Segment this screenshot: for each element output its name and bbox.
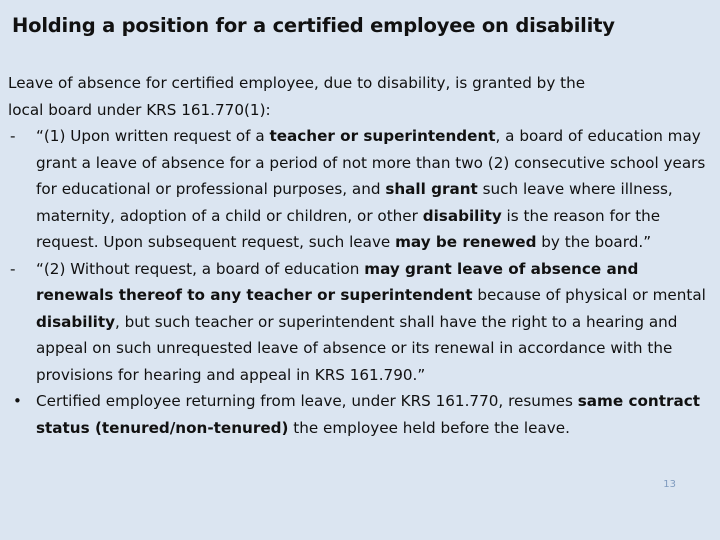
list-item-1: [8, 123, 720, 256]
text-segment: “(1) Upon written request of a: [36, 127, 270, 145]
text-segment: because of physical or mental: [472, 286, 706, 304]
list-item-text: [36, 392, 700, 437]
bold-text: teacher or superintendent: [269, 127, 496, 145]
list-item-2: [8, 256, 720, 389]
bold-text: may grant leave of absence and renewals thereof to any teacher or superintendent: [36, 259, 639, 304]
slide-body: [8, 70, 720, 441]
bold-text: disability: [422, 206, 502, 225]
text-segment: is the reason for the request. Upon subsequent request, such leave: [36, 206, 661, 251]
intro-line-2: local board under KRS 161.770(1):: [8, 100, 271, 119]
bold-text: disability: [36, 312, 116, 331]
list-item-text: [36, 260, 706, 384]
dash-marker: -: [10, 127, 16, 145]
text-segment: by the board.”: [536, 233, 652, 251]
list-item-3: [8, 388, 720, 441]
dash-marker: -: [10, 259, 16, 278]
bullet-marker: •: [13, 392, 22, 410]
text-segment: “(2) Without request, a board of education: [36, 259, 365, 278]
bold-text: shall grant: [385, 180, 478, 198]
text-segment: , but such teacher or superintendent shall have the right to a hearing and appeal on such unrequested leave of absence or its renewal in accordance with the provisions for hearing and appeal in KRS 161.790.”: [36, 312, 678, 384]
text-segment: such leave where illness, maternity, adoption of a child or children, or other: [36, 180, 673, 225]
text-segment: , a board of education may grant a leave of absence for a period of not more than two (2) consecutive school years for educational or professional purposes, and: [36, 127, 706, 198]
bold-text: may be renewed: [395, 233, 537, 251]
bold-text: same contract status (tenured/non-tenured): [36, 392, 700, 437]
list-item-text: [36, 127, 705, 251]
slide-title: Holding a position for a certified employee on disability: [12, 14, 615, 37]
page-number: 13: [663, 479, 676, 490]
intro-line-1: Leave of absence for certified employee, due to disability, is granted by the: [8, 74, 586, 92]
text-segment: Certified employee returning from leave, under KRS 161.770, resumes: [36, 392, 578, 410]
text-segment: the employee held before the leave.: [288, 418, 570, 437]
